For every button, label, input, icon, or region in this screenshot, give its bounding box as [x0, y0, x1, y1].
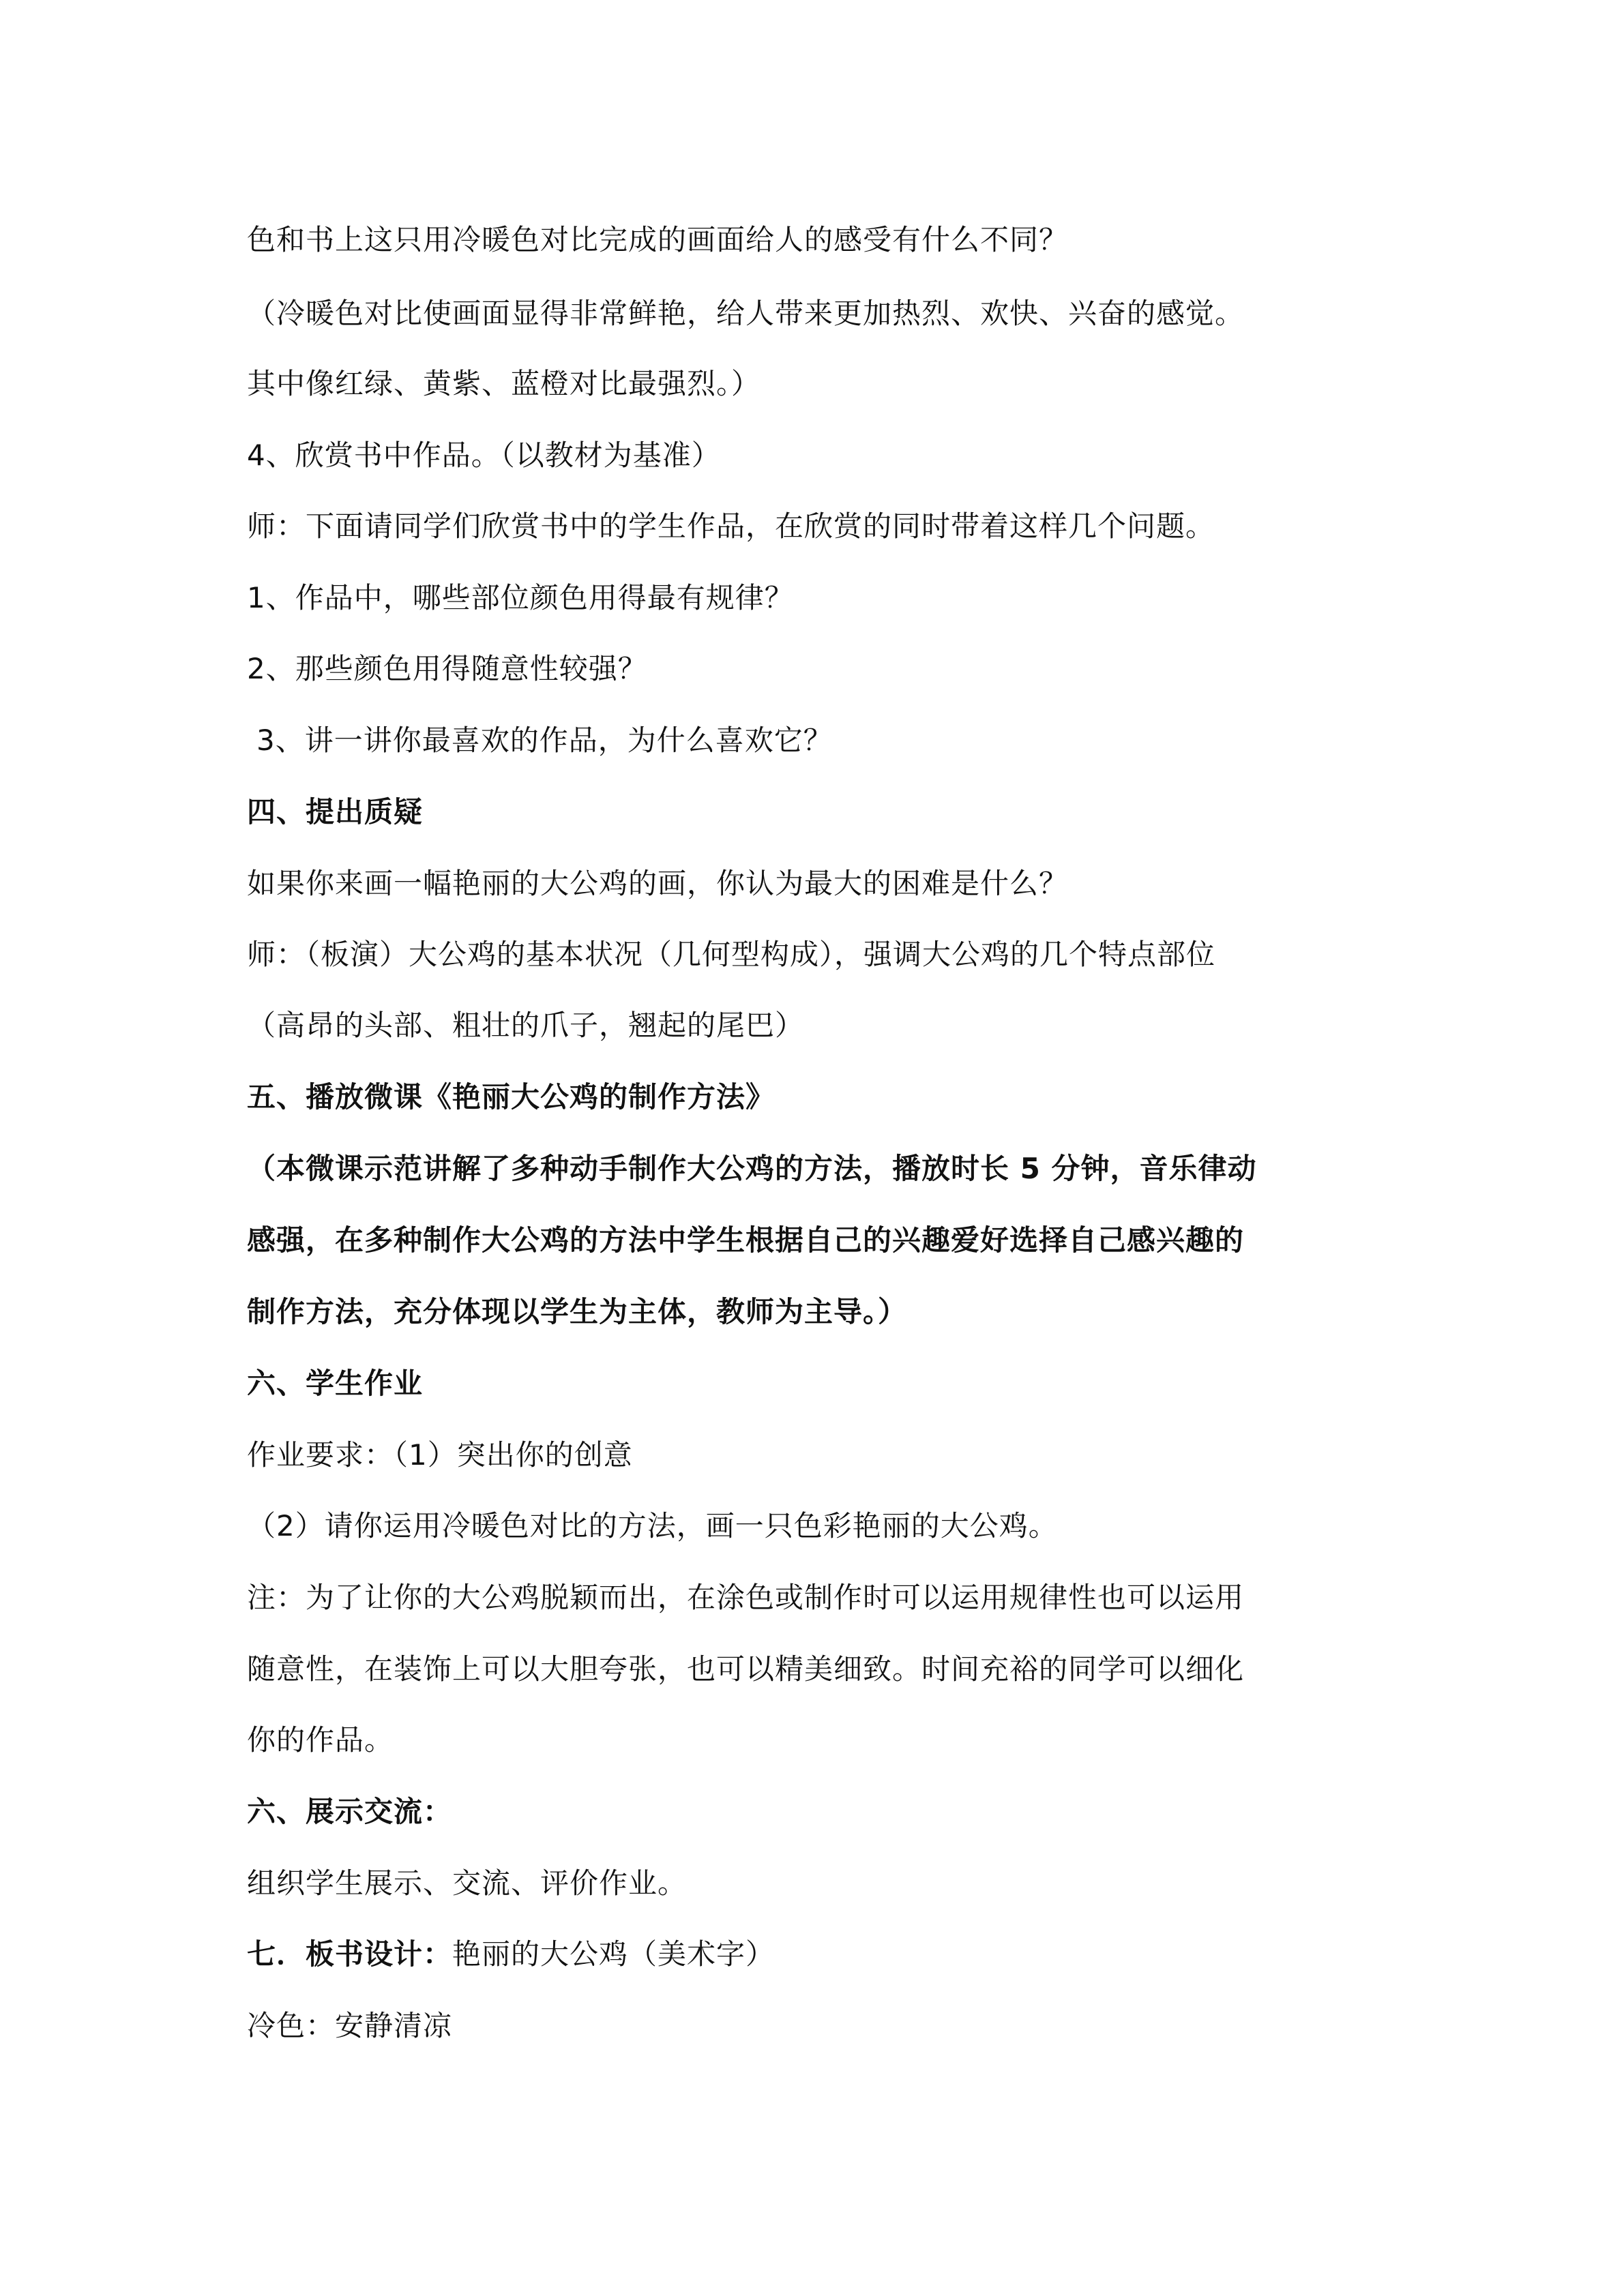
section-heading: 五、播放微课《艳丽大公鸡的制作方法》	[247, 1080, 776, 1114]
board-title: 艳丽的大公鸡（美术字）	[452, 1937, 776, 1971]
paragraph-line: 随意性，在装饰上可以大胆夸张，也可以精美细致。时间充裕的同学可以细化	[247, 1652, 1245, 1686]
bold-paragraph-line: 感强，在多种制作大公鸡的方法中学生根据自己的兴趣爱好选择自己感兴趣的	[247, 1223, 1245, 1257]
paragraph-line: 冷色：安静清凉	[247, 2009, 453, 2042]
paragraph-line: （高昂的头部、粗壮的爪子，翘起的尾巴）	[247, 1009, 805, 1042]
paragraph-line: （冷暖色对比使画面显得非常鲜艳，给人带来更加热烈、欢快、兴奋的感觉。	[247, 297, 1245, 330]
section-heading: 四、提出质疑	[247, 795, 424, 829]
section-heading: 六、学生作业	[247, 1367, 424, 1400]
bold-paragraph-line: （本微课示范讲解了多种动手制作大公鸡的方法，播放时长 5 分钟，音乐律动	[247, 1152, 1257, 1185]
section-heading: 七．板书设计：	[247, 1937, 453, 1971]
paragraph-line: 组织学生展示、交流、评价作业。	[247, 1866, 688, 1900]
section-heading: 六、展示交流：	[247, 1795, 453, 1828]
paragraph-line: 注：为了让你的大公鸡脱颖而出，在涂色或制作时可以运用规律性也可以运用	[247, 1581, 1245, 1614]
paragraph-line: （2）请你运用冷暖色对比的方法，画一只色彩艳丽的大公鸡。	[247, 1509, 1058, 1542]
paragraph-line: 师：（板演）大公鸡的基本状况（几何型构成），强调大公鸡的几个特点部位	[247, 938, 1216, 971]
list-item: 2、那些颜色用得随意性较强？	[247, 652, 647, 685]
paragraph-line: 作业要求：（1）突出你的创意	[247, 1438, 633, 1472]
list-item: 1、作品中，哪些部位颜色用得最有规律？	[247, 581, 794, 614]
paragraph-line: 如果你来画一幅艳丽的大公鸡的画，你认为最大的困难是什么？	[247, 867, 1069, 900]
paragraph-line: 4、欣赏书中作品。（以教材为基准）	[247, 438, 721, 472]
paragraph-line: 你的作品。	[247, 1723, 394, 1757]
paragraph-line: 师：下面请同学们欣赏书中的学生作品，在欣赏的同时带着这样几个问题。	[247, 509, 1215, 543]
board-design-line	[247, 1934, 775, 1975]
paragraph-line: 色和书上这只用冷暖色对比完成的画面给人的感受有什么不同？	[247, 223, 1069, 256]
bold-paragraph-line: 制作方法，充分体现以学生为主体，教师为主导。）	[247, 1295, 908, 1328]
list-item: 3、讲一讲你最喜欢的作品，为什么喜欢它？	[256, 724, 833, 757]
paragraph-line: 其中像红绿、黄紫、蓝橙对比最强烈。）	[247, 367, 761, 400]
